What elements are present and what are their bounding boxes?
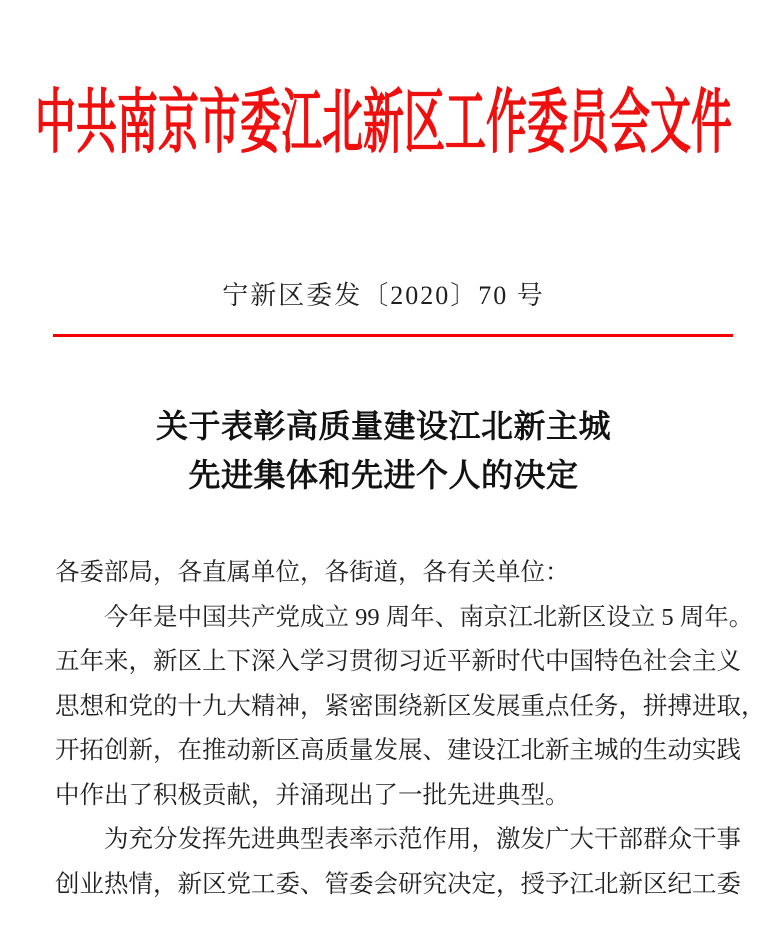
body-line: 今年是中国共产党成立 99 周年、南京江北新区设立 5 周年。 — [104, 603, 754, 631]
body-line: 开拓创新，在推动新区高质量发展、建设江北新主城的生动实践 — [55, 737, 741, 764]
body-line: 五年来，新区上下深入学习贯彻习近平新时代中国特色社会主义 — [55, 648, 741, 675]
body-line: 创业热情，新区党工委、管委会研究决定，授予江北新区纪工委 — [55, 870, 741, 898]
document-title — [0, 402, 767, 500]
document-title-line-1: 关于表彰高质量建设江北新主城 — [155, 408, 611, 444]
body-line-salutation: 各委部局，各直属单位，各街道，各有关单位： — [55, 559, 570, 586]
body-text — [55, 551, 766, 907]
body-line: 思想和党的十九大精神，紧密围绕新区发展重点任务，拼搏进取， — [55, 692, 766, 720]
red-divider-rule — [53, 334, 733, 337]
letterhead-agency-title: 中共南京市委江北新区工作委员会文件 — [35, 82, 732, 162]
body-line: 为充分发挥先进典型表率示范作用，激发广大干部群众干事 — [104, 826, 741, 853]
document-number: 宁新区委发〔2020〕70 号 — [222, 281, 545, 310]
document-title-line-2: 先进集体和先进个人的决定 — [188, 457, 579, 493]
body-line: 中作出了积极贡献，并涌现出了一批先进典型。 — [55, 781, 570, 809]
